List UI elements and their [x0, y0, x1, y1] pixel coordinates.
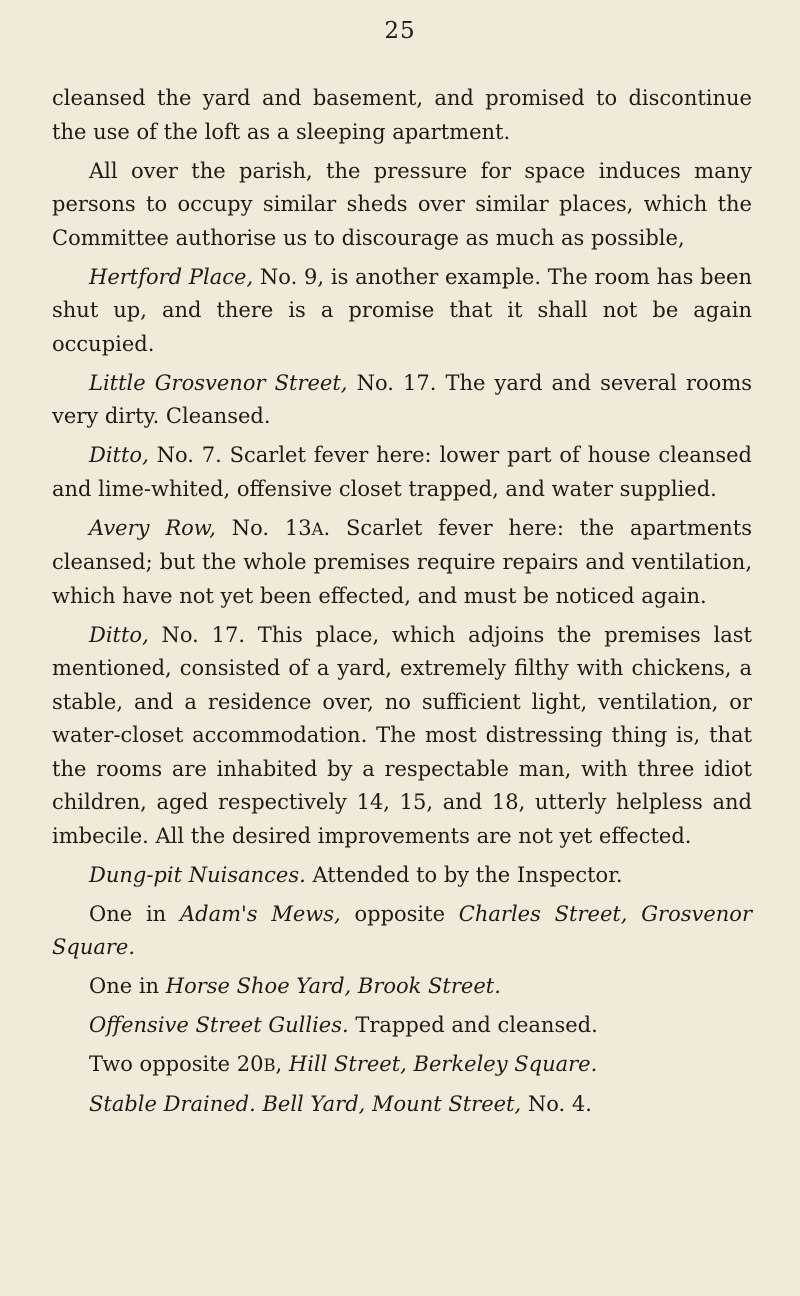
- italic-text: Ditto,: [89, 622, 149, 647]
- italic-text: Little Grosvenor Street,: [89, 370, 348, 395]
- text-run: No. 17. This place, which adjoins the premises last mentioned, consisted of a yard, extremely filthy with chickens, a stable, and a residence over, no sufficient light, ventilation, or water-closet accommodation. The most distressing thing is, that the rooms are inhabited by a respectable man, with three idiot children, aged respectively 14, 15, and 18, utterly helpless and imbecile. All the desired improvements are not yet effected.: [52, 622, 752, 848]
- italic-text: Horse Shoe Yard, Brook Street.: [165, 974, 501, 998]
- paragraph: [52, 1009, 752, 1043]
- italic-text: Stable Drained. Bell Yard, Mount Street,: [89, 1092, 522, 1116]
- paragraph: [52, 898, 752, 965]
- italic-text: Ditto,: [89, 443, 149, 467]
- paragraph: [52, 512, 752, 614]
- italic-text: Dung-pit Nuisances.: [89, 862, 306, 887]
- italic-text: Hertford Place,: [89, 264, 254, 289]
- italic-text: Hill Street, Berkeley Square.: [288, 1052, 598, 1076]
- paragraph: [52, 155, 752, 256]
- text-run: No. 7. Scarlet fever here: lower part of house cleansed and lime-whited, offensive closet trapped, and water supplied.: [52, 443, 752, 501]
- text-run: One in: [89, 974, 166, 998]
- text-run: All over the parish, the pressure for space induces many persons to occupy similar sheds over similar places, which the Committee authorise us to discourage as much as possible,: [52, 158, 752, 250]
- text-run: No. 17. The yard and several rooms very dirty. Cleansed.: [52, 370, 753, 428]
- paragraph: [52, 261, 752, 362]
- italic-text: Offensive Street Gullies.: [89, 1013, 349, 1037]
- italic-text: Charles Street, Grosvenor Square.: [52, 901, 752, 959]
- paragraph: [52, 859, 752, 893]
- text-run: One in: [89, 901, 180, 926]
- text-run: A: [311, 519, 324, 539]
- italic-text: Avery Row,: [89, 515, 216, 540]
- text-run: opposite: [340, 901, 459, 926]
- text-run: Trapped and cleansed.: [348, 1013, 598, 1037]
- paragraph: [52, 970, 752, 1004]
- page-text: [52, 82, 752, 1127]
- paragraph: [52, 1048, 752, 1083]
- text-run: No. 13: [215, 515, 312, 540]
- paragraph: [52, 439, 752, 506]
- paragraph: [52, 367, 752, 434]
- paragraph: [52, 619, 752, 854]
- text-run: cleansed the yard and basement, and promised to discontinue the use of the loft as a sleeping apartment.: [52, 86, 752, 144]
- text-run: Attended to by the Inspector.: [305, 862, 623, 887]
- text-run: ,: [275, 1052, 289, 1076]
- paragraph: [52, 1088, 752, 1122]
- text-run: No. 9, is another example. The room has been shut up, and there is a promise that it shall not be again occupied.: [52, 264, 752, 356]
- paragraph: [52, 82, 752, 149]
- text-run: Two opposite 20: [89, 1052, 264, 1076]
- text-run: No. 4.: [521, 1092, 592, 1116]
- text-run: . Scarlet fever here: the apartments cleansed; but the whole premises require repairs and ventilation, which have not yet been effected, and must be noticed again.: [52, 515, 752, 608]
- italic-text: Adam's Mews,: [179, 901, 341, 926]
- page-number: 25: [384, 18, 416, 44]
- text-run: B: [263, 1056, 276, 1075]
